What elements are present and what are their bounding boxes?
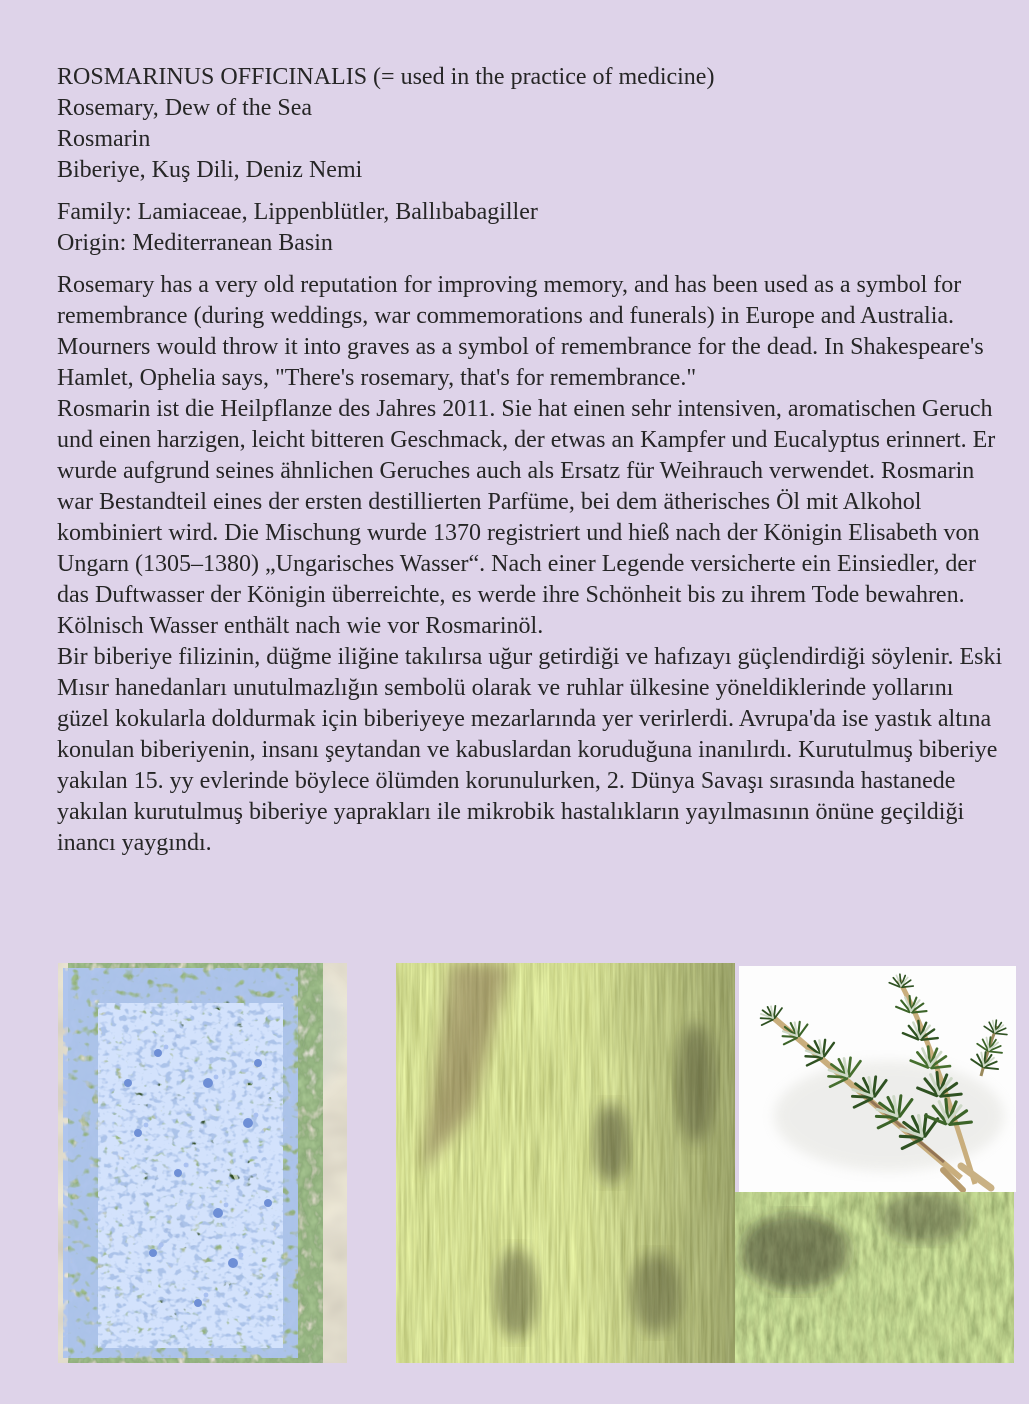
document-text (57, 62, 1009, 859)
paragraph-english: Rosemary has a very old reputation for improving memory, and has been used as a symbol for remembrance (during weddings, war commemorations and funerals) in Europe and Australia. Mourners would throw it into graves as a symbol of remembrance for the dead. In Shakespeare's Hamlet, Ophelia says, "There's rosemary, that's for remembrance." (57, 272, 984, 391)
family-line: Family: Lamiaceae, Lippenblütler, Ballıbabagiller (57, 199, 538, 225)
latin-name-line: ROSMARINUS OFFICINALIS (= used in the practice of medicine) (57, 64, 715, 90)
photo-rosemary-bushes (735, 1192, 1014, 1363)
paragraph-german: Rosmarin ist die Heilpflanze des Jahres 2011. Sie hat einen sehr intensiven, aromatischen Geruch und einen harzigen, leicht bitteren Geschmack, der etwas an Kampfer und Eucalyptus erinnert. Er wurde aufgrund seines ähnlichen Geruches auch als Ersatz für Weihrauch verwendet. Rosmarin war Bestandteil eines der ersten destillierten Parfüme, bei dem ätherisches Öl mit Alkohol kombiniert wird. Die Mischung wurde 1370 registriert und hieß nach der Königin Elisabeth von Ungarn (1305–1380) „Ungarisches Wasser“. Nach einer Legende versicherte ein Einsiedler, der das Duftwasser der Königin überreichte, es werde ihre Schönheit bis zu ihrem Tode bewahren. Kölnisch Wasser enthält nach wie vor Rosmarinöl. (57, 396, 996, 639)
origin-line: Origin: Mediterranean Basin (57, 230, 333, 256)
photo-rosemary-blue-flowers (58, 963, 347, 1363)
english-name-line: Rosemary, Dew of the Sea (57, 95, 313, 121)
name-header (57, 62, 1009, 186)
photo-rosemary-field (396, 963, 735, 1363)
paragraph-turkish: Bir biberiye filizinin, düğme iliğine takılırsa uğur getirdiği ve hafızayı güçlendirdiği söylenir. Eski Mısır hanedanları unutulmazlığın sembolü olarak ve ruhlar ülkesine yöneldiklerinde yollarını güzel kokularla doldurmak için biberiyeye mezarlarında yer verirlerdi. Avrupa'da ise yastık altına konulan biberiyenin, insanı şeytandan ve kabuslardan koruduğuna inanılırdı. Kurutulmuş biberiye yakılan 15. yy evlerinde böylece ölümden korunulurken, 2. Dünya Savaşı sırasında hastanede yakılan kurutulmuş biberiye yaprakları ile mikrobik hastalıkların yayılmasının önüne geçildiği inancı yaygındı. (57, 644, 1003, 856)
german-name-line: Rosmarin (57, 126, 151, 152)
photo-rosemary-sprigs (739, 966, 1016, 1192)
taxonomy-block (57, 197, 1009, 259)
turkish-name-line: Biberiye, Kuş Dili, Deniz Nemi (57, 157, 363, 183)
